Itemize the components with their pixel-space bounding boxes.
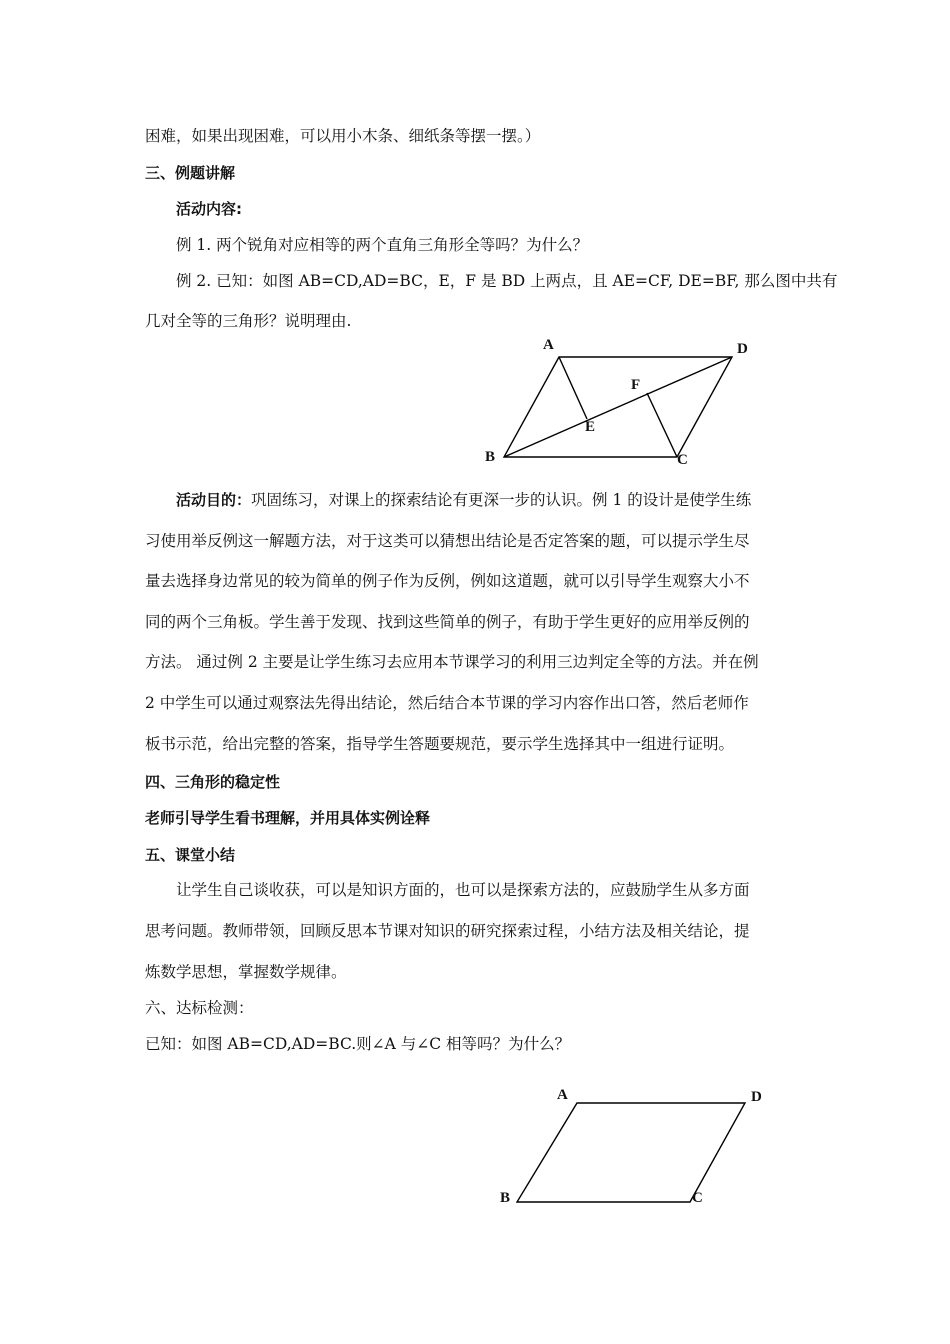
figure-2-drawing: [495, 1085, 775, 1215]
point-label-f: F: [631, 377, 641, 393]
activity-purpose-text: 巩固练习，对课上的探索结论有更深一步的认识。例 1 的设计是使学生练: [251, 491, 752, 509]
activity-purpose-line-3: 量去选择身边常见的较为简单的例子作为反例，例如这道题，就可以引导学生观察大小不: [145, 572, 750, 590]
parallelogram-abcd-2: [517, 1103, 745, 1202]
example-1: 例 1. 两个锐角对应相等的两个直角三角形全等吗？为什么？: [176, 236, 589, 254]
summary-line-3: 炼数学思想，掌握数学规律。: [145, 963, 347, 981]
point-label-d: D: [737, 341, 748, 357]
point-label-d-2: D: [751, 1089, 762, 1105]
point-label-b-2: B: [500, 1190, 511, 1206]
activity-purpose-line-2: 习使用举反例这一解题方法，对于这类可以猜想出结论是否定答案的题，可以提示学生尽: [145, 532, 750, 550]
diagonal-bd: [504, 357, 732, 457]
activity-purpose-line-7: 板书示范，给出完整的答案，指导学生答题要规范，要示学生选择其中一组进行证明。: [145, 735, 735, 753]
activity-purpose-line-1: [176, 490, 841, 510]
point-label-a: A: [543, 337, 554, 353]
example-2-line-1: 例 2. 已知：如图 AB=CD,AD=BC，E，F 是 BD 上两点，且 AE=CF, DE=BF, 那么图中共有: [176, 272, 838, 290]
activity-purpose-line-4: 同的两个三角板。学生善于发现、找到这些简单的例子，有助于学生更好的应用举反例的: [145, 613, 750, 631]
figure-parallelogram-efg: [480, 335, 760, 475]
section-4-subheading: 老师引导学生看书理解，并用具体实例诠释: [145, 809, 431, 827]
point-label-e: E: [585, 419, 596, 435]
summary-line-2: 思考问题。教师带领，回顾反思本节课对知识的研究探索过程，小结方法及相关结论，提: [145, 922, 750, 940]
summary-line-1: 让学生自己谈收获，可以是知识方面的，也可以是探索方法的，应鼓励学生从多方面: [176, 881, 750, 899]
segment-cf: [647, 393, 677, 457]
point-label-c: C: [677, 452, 688, 468]
activity-purpose-line-6: 2 中学生可以通过观察法先得出结论，然后结合本节课的学习内容作出口答，然后老师作: [145, 694, 749, 712]
figure-parallelogram-abcd: [495, 1085, 775, 1215]
point-label-c-2: C: [692, 1190, 703, 1206]
point-label-b: B: [485, 449, 496, 465]
figure-1-drawing: [480, 335, 760, 475]
section-heading-3: 三、例题讲解: [145, 164, 236, 182]
paragraph-continuation: 困难，如果出现困难，可以用小木条、细纸条等摆一摆。）: [145, 127, 541, 145]
point-label-a-2: A: [557, 1087, 568, 1103]
section-heading-6: 六、达标检测：: [145, 999, 254, 1017]
example-2-line-2: 几对全等的三角形？说明理由.: [145, 312, 352, 330]
section-heading-4: 四、三角形的稳定性: [145, 773, 281, 791]
section-heading-5: 五、课堂小结: [145, 846, 236, 864]
activity-content-label: 活动内容:: [176, 200, 242, 218]
segment-ae: [559, 357, 587, 419]
activity-purpose-label: 活动目的：: [176, 491, 252, 509]
activity-purpose-line-5: 方法。 通过例 2 主要是让学生练习去应用本节课学习的利用三边判定全等的方法。并在例: [145, 653, 759, 671]
test-question: 已知：如图 AB=CD,AD=BC.则∠A 与∠C 相等吗？为什么？: [145, 1035, 571, 1053]
